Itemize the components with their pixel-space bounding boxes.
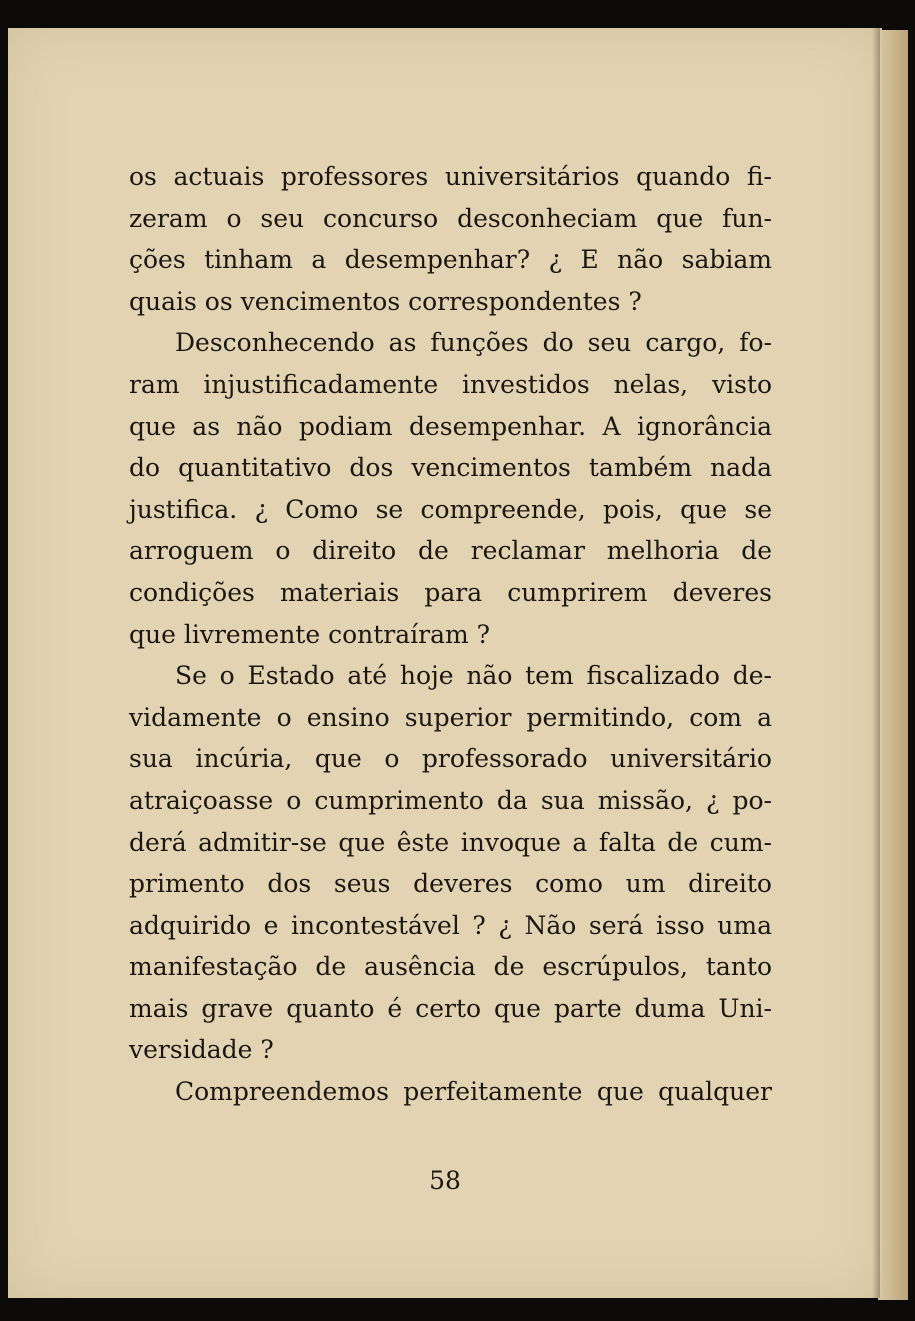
text-line: atraiçoasse o cumprimento da sua missão, ¿ po- [129, 785, 772, 815]
text-line: primento dos seus deveres como um direito [129, 869, 772, 899]
text-line: adquirido e incontestável ? ¿ Não será isso uma [129, 910, 772, 940]
text-line: Desconhecendo as funções do seu cargo, fo- [175, 328, 772, 358]
text-line: zeram o seu concurso desconheciam que fun- [129, 203, 772, 233]
page-edge-shadow [872, 28, 880, 1298]
text-line: vidamente o ensino superior permitindo, com a [129, 702, 772, 732]
text-line: que as não podiam desempenhar. A ignorância [129, 411, 772, 441]
body-text [129, 156, 772, 1113]
text-line: sua incúria, que o professorado universitário [129, 744, 772, 774]
text-line: justifica. ¿ Como se compreende, pois, que se [129, 494, 772, 524]
text-line: condições materiais para cumprirem deveres [129, 577, 772, 607]
text-line: ram injustificadamente investidos nelas, visto [129, 369, 772, 399]
text-line: que livremente contraíram ? [129, 619, 491, 649]
text-line: quais os vencimentos correspondentes ? [129, 286, 642, 316]
text-line: mais grave quanto é certo que parte duma Uni- [129, 993, 772, 1023]
text-line: os actuais professores universitários quando fi- [129, 162, 772, 191]
text-line: ções tinham a desempenhar? ¿ E não sabiam [129, 245, 772, 275]
page-number: 58 [429, 1166, 461, 1195]
book-page [8, 28, 882, 1298]
text-line: manifestação de ausência de escrúpulos, tanto [129, 952, 772, 982]
next-page-edge [878, 30, 908, 1300]
text-line: Compreendemos perfeitamente que qualquer [175, 1077, 772, 1107]
text-line: Se o Estado até hoje não tem fiscalizado de- [175, 661, 772, 691]
text-line: do quantitativo dos vencimentos também nada [129, 453, 772, 483]
text-line: arroguem o direito de reclamar melhoria de [129, 536, 772, 566]
text-line: derá admitir-se que êste invoque a falta de cum- [129, 827, 772, 857]
text-line: versidade ? [129, 1035, 274, 1065]
